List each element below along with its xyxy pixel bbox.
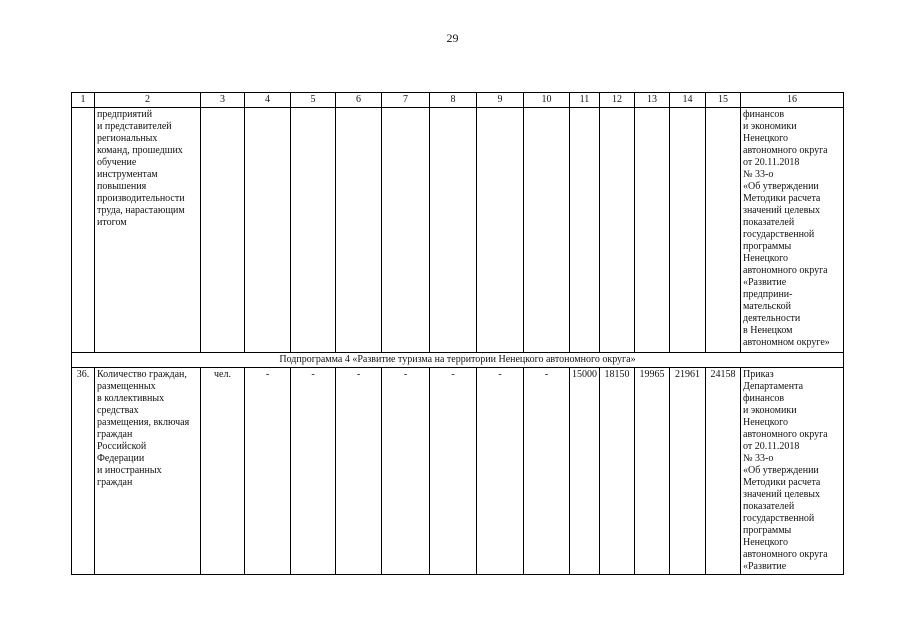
header-cell: 14 (670, 93, 706, 108)
table-row (72, 108, 844, 353)
value-cell: - (524, 368, 570, 575)
indicators-table (71, 92, 844, 575)
header-cell: 10 (524, 93, 570, 108)
value-cell: - (245, 368, 291, 575)
table-row (72, 368, 844, 575)
value-cell: - (477, 368, 524, 575)
value-cell (245, 108, 291, 353)
header-cell: 16 (741, 93, 844, 108)
header-cell: 13 (635, 93, 670, 108)
indicator-description: предприятий и представителей региональных команд, прошедших обучение инструментам повышения производительности труда, нарастающим итогом (95, 108, 201, 353)
header-cell: 8 (430, 93, 477, 108)
value-cell (635, 108, 670, 353)
value-cell: 21961 (670, 368, 706, 575)
value-cell (524, 108, 570, 353)
source-document: финансов и экономики Ненецкого автономного округа от 20.11.2018 № 33-о «Об утверждении Методики расчета значений целевых показателей государственной программы Ненецкого автономного округа «Развитие предприни- мательской деятельности в Ненецком автономном округе» (741, 108, 844, 353)
value-cell (706, 108, 741, 353)
source-document: Приказ Департамента финансов и экономики Ненецкого автономного округа от 20.11.2018 № 33-о «Об утверждении Методики расчета значений целевых показателей государственной программы Ненецкого автономного округа «Развитие (741, 368, 844, 575)
value-cell (382, 108, 430, 353)
header-cell: 9 (477, 93, 524, 108)
value-cell: 15000 (570, 368, 600, 575)
value-cell (477, 108, 524, 353)
value-cell (670, 108, 706, 353)
value-cell (336, 108, 382, 353)
header-cell: 3 (201, 93, 245, 108)
indicator-description: Количество граждан, размещенных в коллективных средствах размещения, включая граждан Российской Федерации и иностранных граждан (95, 368, 201, 575)
subprogram-title: Подпрограмма 4 «Развитие туризма на территории Ненецкого автономного округа» (72, 353, 844, 368)
value-cell: 19965 (635, 368, 670, 575)
value-cell: - (382, 368, 430, 575)
value-cell (291, 108, 336, 353)
header-cell: 1 (72, 93, 95, 108)
unit-cell: чел. (201, 368, 245, 575)
value-cell (430, 108, 477, 353)
header-cell: 4 (245, 93, 291, 108)
header-cell: 2 (95, 93, 201, 108)
row-number (72, 108, 95, 353)
header-cell: 7 (382, 93, 430, 108)
value-cell: - (336, 368, 382, 575)
header-row (72, 93, 844, 108)
value-cell: - (291, 368, 336, 575)
header-cell: 5 (291, 93, 336, 108)
value-cell: 24158 (706, 368, 741, 575)
value-cell (570, 108, 600, 353)
header-cell: 12 (600, 93, 635, 108)
unit-cell (201, 108, 245, 353)
value-cell (600, 108, 635, 353)
header-cell: 6 (336, 93, 382, 108)
header-cell: 11 (570, 93, 600, 108)
header-cell: 15 (706, 93, 741, 108)
subprogram-row (72, 353, 844, 368)
page-number: 29 (446, 31, 459, 45)
value-cell: - (430, 368, 477, 575)
value-cell: 18150 (600, 368, 635, 575)
row-number: 36. (72, 368, 95, 575)
